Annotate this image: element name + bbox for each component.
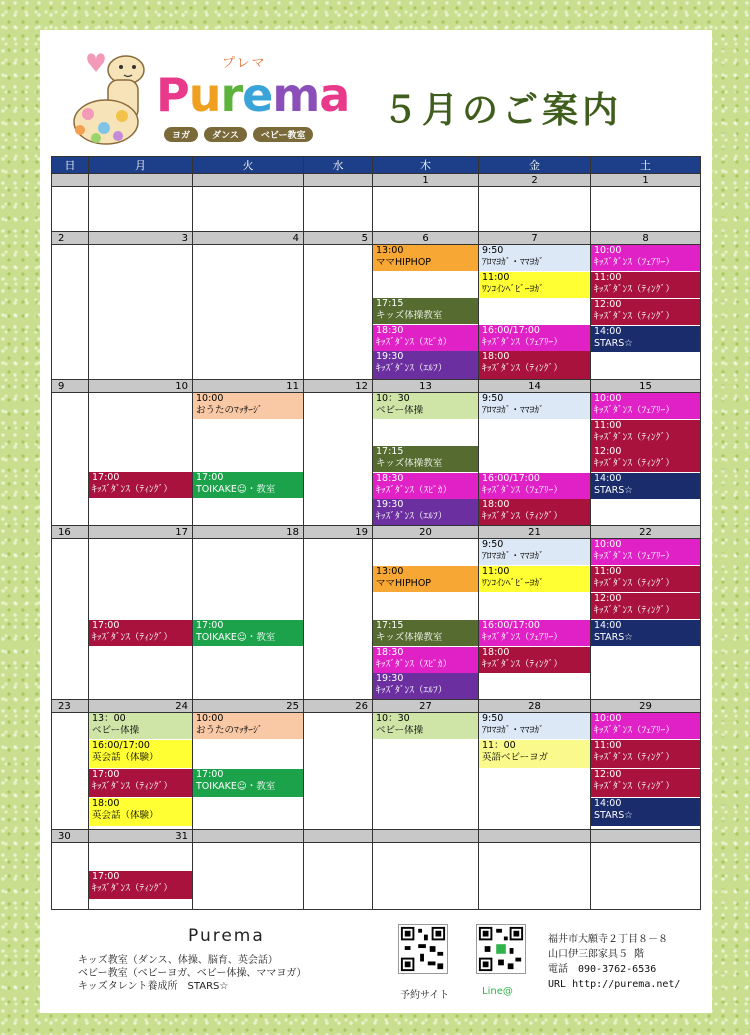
event-time: 17:15 (376, 298, 404, 309)
date-number: 15 (591, 380, 701, 393)
event-title: ママHIPHOP (376, 578, 432, 589)
event-time: 16:00/17:00 (482, 325, 540, 336)
event-time: 16:00/17:00 (482, 620, 540, 631)
event-title: ｷｯｽﾞﾀﾞﾝｽ（ﾃｨﾝｸﾞ） (482, 363, 563, 374)
day-cell[interactable] (591, 187, 701, 232)
date-number: 8 (591, 232, 701, 245)
event-title: おうたのﾏｯｻｰｼﾞ (196, 725, 263, 736)
day-cell[interactable] (479, 187, 591, 232)
event-time: 17:00 (92, 472, 120, 483)
event-title: 英語ベビーヨガ (482, 752, 549, 763)
day-cell[interactable] (591, 539, 701, 700)
event-time: 10：30 (376, 713, 410, 724)
event-time: 9:50 (482, 245, 504, 256)
class-event[interactable] (479, 393, 590, 419)
event-title: STARS☆ (594, 485, 633, 496)
class-event[interactable] (591, 740, 700, 768)
class-event[interactable] (373, 620, 478, 646)
event-title: TOIKAKE☺・教室 (196, 632, 276, 643)
event-title: ｷｯｽﾞﾀﾞﾝｽ（ﾃｨﾝｸﾞ） (594, 311, 675, 322)
event-time: 17:00 (196, 472, 224, 483)
class-event[interactable] (193, 769, 303, 797)
week-row (52, 393, 701, 526)
date-number: 29 (591, 700, 701, 713)
class-event[interactable] (591, 566, 700, 592)
pill-yoga: ヨガ (164, 127, 198, 142)
date-number: 2 (52, 232, 89, 245)
event-time: 18:00 (92, 798, 120, 809)
monthly-calendar (51, 156, 701, 910)
event-time: 12:00 (594, 299, 622, 310)
event-time: 18:30 (376, 647, 404, 658)
event-time: 10:00 (594, 393, 622, 404)
class-event[interactable] (373, 647, 478, 673)
week-row (52, 245, 701, 380)
weekday-label: 月 (89, 157, 193, 174)
event-time: 17:15 (376, 446, 404, 457)
weekday-label: 金 (479, 157, 591, 174)
day-cell[interactable] (193, 843, 304, 910)
footer-line-baby: ベビー教室（ベビーヨガ、ベビー体操、ママヨガ） (78, 968, 307, 979)
day-cell[interactable] (89, 843, 193, 910)
event-title: ﾜﾝｺｲﾝﾍﾞﾋﾞｰﾖｶﾞ (482, 578, 544, 589)
day-cell[interactable] (89, 713, 193, 830)
event-time: 17:00 (196, 620, 224, 631)
event-time: 14:00 (594, 620, 622, 631)
event-time: 13：00 (92, 713, 126, 724)
event-title: ママHIPHOP (376, 257, 432, 268)
date-number: 24 (89, 700, 193, 713)
class-event[interactable] (479, 620, 590, 646)
class-event[interactable] (193, 472, 303, 498)
date-number: 17 (89, 526, 193, 539)
class-event[interactable] (591, 326, 700, 352)
footer-line-stars: キッズタレント養成所 STARS☆ (78, 981, 229, 992)
class-event[interactable] (373, 351, 478, 379)
event-title: 英会話（体験） (92, 810, 159, 821)
event-title: TOIKAKE☺・教室 (196, 781, 276, 792)
event-title: キッズ体操教室 (376, 632, 443, 643)
event-time: 11:00 (482, 272, 510, 283)
class-event[interactable] (479, 272, 590, 298)
footer (70, 920, 690, 1005)
date-number: 31 (89, 830, 193, 843)
day-cell[interactable] (193, 187, 304, 232)
day-cell[interactable] (373, 393, 479, 526)
date-number: 22 (591, 526, 701, 539)
event-time: 11:00 (482, 566, 510, 577)
class-event[interactable] (591, 420, 700, 446)
day-cell[interactable] (479, 843, 591, 910)
date-number: 4 (193, 232, 304, 245)
event-title: ｷｯｽﾞﾀﾞﾝｽ（ﾃｨﾝｸﾞ） (594, 432, 675, 443)
date-number: 18 (193, 526, 304, 539)
event-title: ｱﾛﾏﾖｶﾞ・ﾏﾏﾖｶﾞ (482, 257, 544, 268)
event-title: ｷｯｽﾞﾀﾞﾝｽ（ﾌｪｱﾘｰ） (594, 725, 675, 736)
day-cell[interactable] (52, 713, 89, 830)
class-event[interactable] (591, 593, 700, 619)
day-cell[interactable] (591, 713, 701, 830)
event-time: 13:00 (376, 566, 404, 577)
class-event[interactable] (89, 871, 192, 899)
class-event[interactable] (591, 299, 700, 325)
event-title: ｷｯｽﾞﾀﾞﾝｽ（ﾃｨﾝｸﾞ） (594, 605, 675, 616)
class-event[interactable] (373, 566, 478, 592)
date-number: 11 (193, 380, 304, 393)
event-title: ｷｯｽﾞﾀﾞﾝｽ（ｽﾋﾟｶ） (376, 485, 453, 496)
class-event[interactable] (479, 740, 590, 768)
event-title: ｷｯｽﾞﾀﾞﾝｽ（ﾃｨﾝｸﾞ） (482, 511, 563, 522)
date-row (52, 232, 701, 245)
day-cell[interactable] (373, 843, 479, 910)
event-time: 11：00 (482, 740, 516, 751)
event-title: ｷｯｽﾞﾀﾞﾝｽ（ﾃｨﾝｸﾞ） (594, 284, 675, 295)
class-event[interactable] (479, 539, 590, 565)
event-time: 14:00 (594, 326, 622, 337)
event-title: ｷｯｽﾞﾀﾞﾝｽ（ｴﾙﾌ） (376, 363, 448, 374)
date-number (89, 174, 193, 187)
class-event[interactable] (89, 472, 192, 498)
class-event[interactable] (479, 245, 590, 271)
event-time: 19:30 (376, 673, 404, 684)
day-cell[interactable] (479, 539, 591, 700)
class-event[interactable] (193, 620, 303, 646)
day-cell[interactable] (304, 245, 373, 380)
event-title: ｷｯｽﾞﾀﾞﾝｽ（ｴﾙﾌ） (376, 511, 448, 522)
event-time: 18:30 (376, 473, 404, 484)
week-row (52, 713, 701, 830)
day-cell[interactable] (373, 187, 479, 232)
day-cell[interactable] (304, 393, 373, 526)
class-event[interactable] (479, 351, 590, 379)
event-time: 18:00 (482, 499, 510, 510)
event-title: ベビー体操 (376, 725, 424, 736)
day-cell[interactable] (304, 539, 373, 700)
event-title: ｷｯｽﾞﾀﾞﾝｽ（ﾃｨﾝｸﾞ） (92, 883, 173, 894)
day-cell[interactable] (304, 843, 373, 910)
day-cell[interactable] (373, 713, 479, 830)
event-time: 16:00/17:00 (92, 740, 150, 751)
day-cell[interactable] (89, 393, 193, 526)
day-cell[interactable] (591, 245, 701, 380)
address-line: 福井市大願寺２丁目８－８ (548, 934, 668, 945)
class-event[interactable] (373, 393, 478, 419)
page-title: ５月のご案内 (382, 90, 623, 131)
date-row (52, 700, 701, 713)
class-event[interactable] (591, 446, 700, 472)
day-cell[interactable] (373, 245, 479, 380)
date-number: 10 (89, 380, 193, 393)
class-event[interactable] (591, 713, 700, 739)
class-event[interactable] (193, 713, 303, 739)
date-number: 9 (52, 380, 89, 393)
date-number: 25 (193, 700, 304, 713)
date-number (373, 830, 479, 843)
date-number: 16 (52, 526, 89, 539)
event-title: ｷｯｽﾞﾀﾞﾝｽ（ﾌｪｱﾘｰ） (482, 485, 563, 496)
day-cell[interactable] (193, 539, 304, 700)
event-time: 9:50 (482, 393, 504, 404)
event-title: ｷｯｽﾞﾀﾞﾝｽ（ﾃｨﾝｸﾞ） (594, 781, 675, 792)
date-row (52, 526, 701, 539)
event-time: 10：30 (376, 393, 410, 404)
event-time: 11:00 (594, 740, 622, 751)
event-title: キッズ体操教室 (376, 458, 443, 469)
class-event[interactable] (373, 713, 478, 739)
date-number (304, 830, 373, 843)
day-cell[interactable] (52, 245, 89, 380)
day-cell[interactable] (52, 539, 89, 700)
week-row (52, 539, 701, 700)
class-event[interactable] (193, 393, 303, 419)
event-time: 17:00 (92, 769, 120, 780)
contact-address (548, 932, 680, 992)
event-time: 17:15 (376, 620, 404, 631)
category-pills (164, 127, 313, 142)
class-event[interactable] (591, 769, 700, 797)
class-event[interactable] (89, 740, 192, 768)
footer-description (78, 954, 307, 993)
weekday-label: 土 (591, 157, 701, 174)
date-number: 2 (479, 174, 591, 187)
date-number: 14 (479, 380, 591, 393)
day-cell[interactable] (479, 713, 591, 830)
event-time: 14:00 (594, 798, 622, 809)
day-cell[interactable] (479, 393, 591, 526)
date-number: 3 (89, 232, 193, 245)
class-event[interactable] (373, 298, 478, 324)
day-cell[interactable] (591, 393, 701, 526)
event-title: STARS☆ (594, 810, 633, 821)
event-title: ベビー体操 (92, 725, 140, 736)
event-time: 18:00 (482, 351, 510, 362)
class-event[interactable] (591, 245, 700, 271)
date-number (479, 830, 591, 843)
event-title: ｷｯｽﾞﾀﾞﾝｽ（ﾃｨﾝｸﾞ） (92, 484, 173, 495)
day-cell[interactable] (89, 245, 193, 380)
event-title: ｷｯｽﾞﾀﾞﾝｽ（ﾌｪｱﾘｰ） (594, 551, 675, 562)
class-event[interactable] (479, 325, 590, 351)
date-number: 26 (304, 700, 373, 713)
event-title: ｷｯｽﾞﾀﾞﾝｽ（ﾃｨﾝｸﾞ） (92, 781, 173, 792)
event-time: 9:50 (482, 539, 504, 550)
event-time: 19:30 (376, 351, 404, 362)
event-time: 19:30 (376, 499, 404, 510)
day-cell[interactable] (52, 187, 89, 232)
class-event[interactable] (591, 798, 700, 826)
event-title: 英会話（体験） (92, 752, 159, 763)
event-title: ｷｯｽﾞﾀﾞﾝｽ（ｽﾋﾟｶ） (376, 337, 453, 348)
day-cell[interactable] (89, 187, 193, 232)
booking-qr-label: 予約サイト (400, 990, 450, 1001)
event-title: ｷｯｽﾞﾀﾞﾝｽ（ﾌｪｱﾘｰ） (594, 405, 675, 416)
date-row (52, 380, 701, 393)
class-event[interactable] (591, 620, 700, 646)
phone-line: 電話 090-3762-6536 (548, 964, 657, 975)
day-cell[interactable] (479, 245, 591, 380)
event-time: 16:00/17:00 (482, 473, 540, 484)
class-event[interactable] (591, 473, 700, 499)
class-event[interactable] (591, 539, 700, 565)
event-title: ｷｯｽﾞﾀﾞﾝｽ（ﾌｪｱﾘｰ） (594, 257, 675, 268)
line-qr-label: Line@ (482, 986, 513, 997)
event-title: ｷｯｽﾞﾀﾞﾝｽ（ﾌｪｱﾘｰ） (482, 632, 563, 643)
date-number: 6 (373, 232, 479, 245)
event-title: キッズ体操教室 (376, 310, 443, 321)
class-event[interactable] (373, 473, 478, 499)
event-title: ｷｯｽﾞﾀﾞﾝｽ（ﾌｪｱﾘｰ） (482, 337, 563, 348)
address-line: 山口伊三郎家具５ 階 (548, 949, 645, 960)
event-time: 17:00 (92, 620, 120, 631)
weekday-label: 日 (52, 157, 89, 174)
brand-kana: プレマ (222, 56, 267, 71)
event-title: ｷｯｽﾞﾀﾞﾝｽ（ﾃｨﾝｸﾞ） (594, 458, 675, 469)
date-number: 20 (373, 526, 479, 539)
date-number (193, 174, 304, 187)
event-title: ｱﾛﾏﾖｶﾞ・ﾏﾏﾖｶﾞ (482, 405, 544, 416)
pill-baby: ベビー教室 (253, 127, 314, 142)
event-title: おうたのﾏｯｻｰｼﾞ (196, 405, 263, 416)
event-time: 10:00 (196, 393, 224, 404)
class-event[interactable] (373, 499, 478, 525)
date-number: 1 (591, 174, 701, 187)
class-event[interactable] (89, 620, 192, 646)
day-cell[interactable] (304, 713, 373, 830)
event-time: 18:30 (376, 325, 404, 336)
event-time: 10:00 (196, 713, 224, 724)
class-event[interactable] (479, 713, 590, 739)
day-cell[interactable] (193, 713, 304, 830)
class-event[interactable] (479, 473, 590, 499)
class-event[interactable] (89, 769, 192, 797)
week-row (52, 187, 701, 232)
event-time: 9:50 (482, 713, 504, 724)
booking-qr-code-icon[interactable] (398, 924, 448, 974)
class-event[interactable] (591, 272, 700, 298)
date-number: 28 (479, 700, 591, 713)
date-number: 13 (373, 380, 479, 393)
weekday-label: 火 (193, 157, 304, 174)
event-time: 11:00 (594, 272, 622, 283)
event-time: 11:00 (594, 566, 622, 577)
event-title: ｱﾛﾏﾖｶﾞ・ﾏﾏﾖｶﾞ (482, 551, 544, 562)
event-time: 17:00 (92, 871, 120, 882)
event-title: ｷｯｽﾞﾀﾞﾝｽ（ﾃｨﾝｸﾞ） (482, 659, 563, 670)
day-cell[interactable] (52, 843, 89, 910)
weekday-label: 木 (373, 157, 479, 174)
event-time: 14:00 (594, 473, 622, 484)
day-cell[interactable] (193, 245, 304, 380)
event-title: ｱﾛﾏﾖｶﾞ・ﾏﾏﾖｶﾞ (482, 725, 544, 736)
event-time: 11:00 (594, 420, 622, 431)
week-row (52, 843, 701, 910)
event-time: 10:00 (594, 713, 622, 724)
date-number (193, 830, 304, 843)
date-row (52, 174, 701, 187)
event-time: 10:00 (594, 245, 622, 256)
date-number (591, 830, 701, 843)
date-number: 19 (304, 526, 373, 539)
date-number: 7 (479, 232, 591, 245)
event-title: ｷｯｽﾞﾀﾞﾝｽ（ｴﾙﾌ） (376, 685, 448, 696)
day-cell[interactable] (373, 539, 479, 700)
weekday-label: 水 (304, 157, 373, 174)
event-time: 18:00 (482, 647, 510, 658)
class-event[interactable] (591, 393, 700, 419)
event-title: ｷｯｽﾞﾀﾞﾝｽ（ﾃｨﾝｸﾞ） (92, 632, 173, 643)
date-number (52, 174, 89, 187)
event-time: 13:00 (376, 245, 404, 256)
pill-dance: ダンス (204, 127, 247, 142)
date-row (52, 830, 701, 843)
weekday-header (52, 157, 701, 174)
date-number: 30 (52, 830, 89, 843)
date-number: 27 (373, 700, 479, 713)
event-title: TOIKAKE☺・教室 (196, 484, 276, 495)
class-event[interactable] (89, 713, 192, 739)
footer-brand: Purema (188, 926, 265, 946)
class-event[interactable] (89, 798, 192, 826)
line-qr-code-icon[interactable] (476, 924, 526, 974)
date-number (304, 174, 373, 187)
date-number: 1 (373, 174, 479, 187)
day-cell[interactable] (304, 187, 373, 232)
event-title: STARS☆ (594, 338, 633, 349)
event-time: 12:00 (594, 446, 622, 457)
class-event[interactable] (373, 673, 478, 699)
class-event[interactable] (373, 446, 478, 472)
event-time: 12:00 (594, 769, 622, 780)
footer-line-kids: キッズ教室（ダンス、体操、脳育、英会話） (78, 955, 278, 966)
event-title: ｷｯｽﾞﾀﾞﾝｽ（ｽﾋﾟｶ） (376, 659, 453, 670)
day-cell[interactable] (193, 393, 304, 526)
event-title: STARS☆ (594, 632, 633, 643)
event-time: 17:00 (196, 769, 224, 780)
date-number: 23 (52, 700, 89, 713)
day-cell[interactable] (52, 393, 89, 526)
class-event[interactable] (479, 647, 590, 673)
date-number: 21 (479, 526, 591, 539)
event-title: ベビー体操 (376, 405, 424, 416)
brand-logo-text: Purema (156, 68, 350, 122)
date-number: 12 (304, 380, 373, 393)
event-time: 12:00 (594, 593, 622, 604)
class-event[interactable] (373, 325, 478, 351)
event-title: ｷｯｽﾞﾀﾞﾝｽ（ﾃｨﾝｸﾞ） (594, 578, 675, 589)
day-cell[interactable] (89, 539, 193, 700)
class-event[interactable] (479, 566, 590, 592)
event-title: ﾜﾝｺｲﾝﾍﾞﾋﾞｰﾖｶﾞ (482, 284, 544, 295)
day-cell[interactable] (591, 843, 701, 910)
event-time: 10:00 (594, 539, 622, 550)
class-event[interactable] (479, 499, 590, 525)
date-number: 5 (304, 232, 373, 245)
url-line[interactable]: URL http://purema.net/ (548, 979, 681, 990)
class-event[interactable] (373, 245, 478, 271)
event-title: ｷｯｽﾞﾀﾞﾝｽ（ﾃｨﾝｸﾞ） (594, 752, 675, 763)
